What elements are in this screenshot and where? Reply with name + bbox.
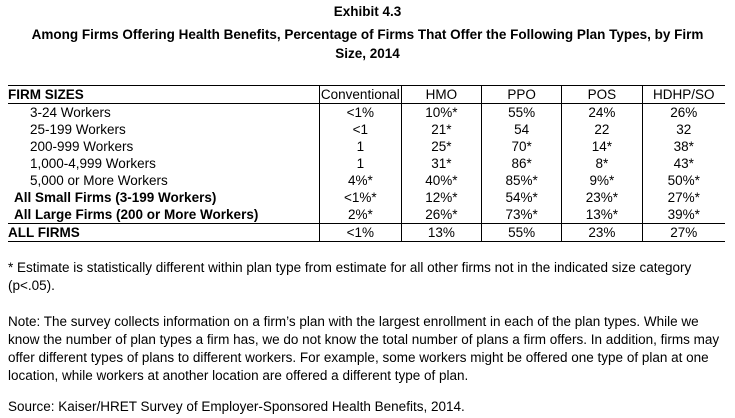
cell-conventional: <1 <box>319 121 401 138</box>
plan-types-table <box>8 85 725 242</box>
cell-hmo: 10%* <box>401 104 481 122</box>
cell-conventional: <1% <box>319 104 401 122</box>
row-label: All Small Firms (3-199 Workers) <box>14 190 217 205</box>
source-text: Source: Kaiser/HRET Survey of Employer-Sponsored Health Benefits, 2014. <box>8 399 465 414</box>
header-firm-sizes: FIRM SIZES <box>8 86 319 104</box>
row-label: 5,000 or More Workers <box>30 173 168 188</box>
cell-hdhp-so: 43* <box>642 155 725 172</box>
cell-pos: 13%* <box>562 206 642 224</box>
table-header-row <box>8 86 725 104</box>
cell-hdhp-so: 38* <box>642 138 725 155</box>
table-row <box>8 189 725 206</box>
table-row <box>8 206 725 224</box>
header-hmo: HMO <box>401 86 481 104</box>
row-label: 3-24 Workers <box>30 105 111 120</box>
header-hdhp-so: HDHP/SO <box>642 86 725 104</box>
row-label: All Large Firms (200 or More Workers) <box>14 207 259 222</box>
table-row <box>8 155 725 172</box>
cell-ppo: 70* <box>482 138 562 155</box>
footnote-block <box>8 259 723 295</box>
cell-pos: 22 <box>562 121 642 138</box>
cell-ppo: 55% <box>482 224 562 242</box>
cell-hmo: 13% <box>401 224 481 242</box>
cell-hmo: 26%* <box>401 206 481 224</box>
table-row <box>8 104 725 122</box>
cell-hdhp-so: 27%* <box>642 189 725 206</box>
cell-ppo: 54 <box>482 121 562 138</box>
cell-hmo: 40%* <box>401 172 481 189</box>
cell-hmo: 31* <box>401 155 481 172</box>
cell-ppo: 85%* <box>482 172 562 189</box>
row-label: ALL FIRMS <box>8 224 319 242</box>
table-row-all-firms <box>8 224 725 242</box>
cell-pos: 14* <box>562 138 642 155</box>
cell-hdhp-so: 26% <box>642 104 725 122</box>
source-block <box>8 398 723 416</box>
cell-ppo: 55% <box>482 104 562 122</box>
cell-conventional: <1%* <box>319 189 401 206</box>
cell-hdhp-so: 39%* <box>642 206 725 224</box>
row-label: 1,000-4,999 Workers <box>30 156 156 171</box>
row-label: 200-999 Workers <box>30 139 134 154</box>
cell-ppo: 86* <box>482 155 562 172</box>
cell-pos: 23%* <box>562 189 642 206</box>
cell-conventional: <1% <box>319 224 401 242</box>
cell-hmo: 12%* <box>401 189 481 206</box>
cell-conventional: 1 <box>319 155 401 172</box>
cell-conventional: 1 <box>319 138 401 155</box>
footnote-text: * Estimate is statistically different within plan type from estimate for all other firms not in the indicated size category (p<.05). <box>8 260 692 293</box>
header-ppo: PPO <box>482 86 562 104</box>
note-block <box>8 313 723 385</box>
cell-hdhp-so: 32 <box>642 121 725 138</box>
cell-pos: 23% <box>562 224 642 242</box>
table-row <box>8 121 725 138</box>
cell-conventional: 4%* <box>319 172 401 189</box>
cell-conventional: 2%* <box>319 206 401 224</box>
cell-hdhp-so: 50%* <box>642 172 725 189</box>
table-row <box>8 138 725 155</box>
note-text: Note: The survey collects information on a firm’s plan with the largest enrollment in each of the plan types. While we know the number of plan types a firm has, we do not know the total number of plans a firm offers. In addition, firms may offer different types of plans to different workers. For example, some workers might be offered one type of plan at one location, while workers at another location are offered a different type of plan. <box>8 314 720 383</box>
page-title: Among Firms Offering Health Benefits, Percentage of Firms That Offer the Following Plan Types, by Firm Size, 2014 <box>31 27 704 61</box>
cell-pos: 9%* <box>562 172 642 189</box>
cell-hmo: 21* <box>401 121 481 138</box>
cell-ppo: 73%* <box>482 206 562 224</box>
cell-ppo: 54%* <box>482 189 562 206</box>
header-pos: POS <box>562 86 642 104</box>
row-label: 25-199 Workers <box>30 122 126 137</box>
exhibit-label: Exhibit 4.3 <box>333 4 402 19</box>
cell-hdhp-so: 27% <box>642 224 725 242</box>
cell-pos: 24% <box>562 104 642 122</box>
cell-pos: 8* <box>562 155 642 172</box>
header-conventional: Conventional <box>320 87 400 102</box>
cell-hmo: 25* <box>401 138 481 155</box>
table-row <box>8 172 725 189</box>
